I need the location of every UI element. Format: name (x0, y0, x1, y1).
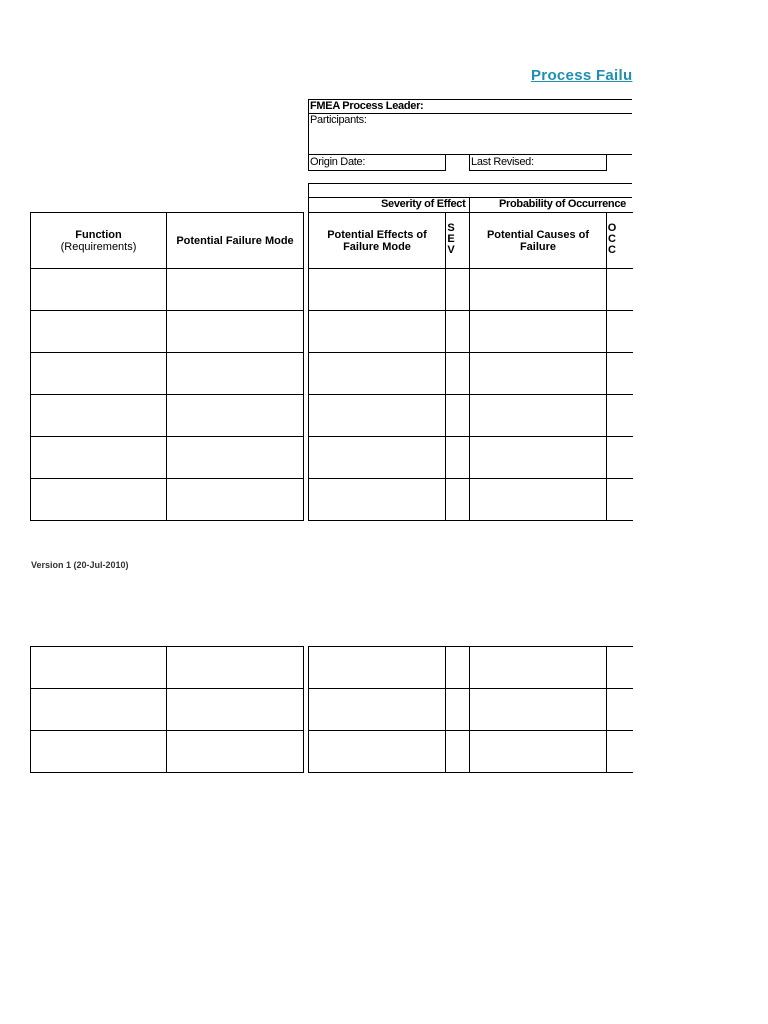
cell-sev[interactable] (445, 730, 470, 773)
occurrence-group-label: Probability of Occurrence (499, 198, 626, 210)
cell-effects[interactable] (308, 646, 446, 689)
cell-sev[interactable] (445, 478, 470, 521)
column-header-occ (606, 223, 618, 256)
sev-letter: V (447, 244, 455, 256)
double-rule (303, 436, 304, 479)
cell-function[interactable] (30, 436, 167, 479)
cell-failure-mode[interactable] (166, 268, 304, 311)
failure-mode-label: Potential Failure Mode (176, 234, 294, 247)
cell-failure-mode[interactable] (166, 730, 304, 773)
cell-causes[interactable] (469, 730, 607, 773)
function-sub-label: (Requirements) (60, 240, 137, 253)
occ-letter: C (608, 233, 616, 245)
header-double-rule (303, 212, 304, 269)
cell-occ[interactable] (606, 268, 633, 311)
double-rule (303, 478, 304, 521)
double-rule (303, 310, 304, 353)
cell-sev[interactable] (445, 394, 470, 437)
cell-occ[interactable] (606, 688, 633, 731)
occ-letter: O (607, 222, 617, 234)
group-box-top (308, 183, 632, 184)
column-header-effects (309, 213, 445, 268)
double-rule (303, 730, 304, 773)
cell-effects[interactable] (308, 310, 446, 353)
cell-function[interactable] (30, 310, 167, 353)
cell-occ[interactable] (606, 730, 633, 773)
cell-sev[interactable] (445, 436, 470, 479)
double-rule (303, 688, 304, 731)
double-rule (303, 352, 304, 395)
version-note: Version 1 (20-Jul-2010) (31, 560, 129, 570)
cell-function[interactable] (30, 268, 167, 311)
cell-causes[interactable] (469, 268, 607, 311)
function-label: Function (75, 228, 122, 241)
sev-letter: S (447, 222, 455, 234)
page-title: Process Failu (531, 67, 633, 84)
cell-effects[interactable] (308, 436, 446, 479)
last-revised-left (469, 154, 470, 171)
origin-date-bottom (308, 170, 446, 171)
column-header-function (31, 213, 166, 268)
participants-label: Participants: (310, 114, 367, 126)
cell-causes[interactable] (469, 478, 607, 521)
cell-occ[interactable] (606, 478, 633, 521)
group-box-split (469, 197, 470, 213)
cell-effects[interactable] (308, 352, 446, 395)
cell-causes[interactable] (469, 310, 607, 353)
severity-group-label: Severity of Effect (381, 198, 466, 210)
cell-sev[interactable] (445, 310, 470, 353)
cell-causes[interactable] (469, 646, 607, 689)
cell-failure-mode[interactable] (166, 436, 304, 479)
column-header-causes (470, 213, 606, 268)
cell-causes[interactable] (469, 352, 607, 395)
effects-label-line1: Potential Effects of (327, 228, 427, 241)
causes-label-line1: Potential Causes of (486, 228, 590, 241)
origin-date-label: Origin Date: (310, 156, 366, 168)
cell-function[interactable] (30, 394, 167, 437)
sev-letter: E (447, 233, 455, 245)
double-rule (303, 268, 304, 311)
effects-label-line2: Failure Mode (343, 240, 411, 253)
cell-causes[interactable] (469, 436, 607, 479)
cell-causes[interactable] (469, 394, 607, 437)
cell-function[interactable] (30, 352, 167, 395)
info-divider-2 (308, 154, 632, 155)
cell-sev[interactable] (445, 352, 470, 395)
cell-occ[interactable] (606, 436, 633, 479)
cell-occ[interactable] (606, 352, 633, 395)
cell-effects[interactable] (308, 688, 446, 731)
column-header-sev (445, 223, 457, 256)
cell-function[interactable] (30, 646, 167, 689)
cell-sev[interactable] (445, 268, 470, 311)
cell-failure-mode[interactable] (166, 310, 304, 353)
cell-causes[interactable] (469, 688, 607, 731)
cell-function[interactable] (30, 478, 167, 521)
cell-sev[interactable] (445, 688, 470, 731)
cell-failure-mode[interactable] (166, 646, 304, 689)
causes-label-line2: Failure (519, 240, 557, 253)
cell-effects[interactable] (308, 268, 446, 311)
info-left-border (308, 99, 309, 171)
cell-function[interactable] (30, 688, 167, 731)
cell-failure-mode[interactable] (166, 394, 304, 437)
occ-letter: C (608, 244, 616, 256)
cell-function[interactable] (30, 730, 167, 773)
group-box-left (308, 183, 309, 213)
cell-occ[interactable] (606, 394, 633, 437)
cell-failure-mode[interactable] (166, 478, 304, 521)
double-rule (303, 394, 304, 437)
cell-effects[interactable] (308, 478, 446, 521)
last-revised-bottom (469, 170, 607, 171)
column-header-failure-mode (167, 213, 303, 268)
process-leader-label: FMEA Process Leader: (310, 100, 424, 112)
cell-sev[interactable] (445, 646, 470, 689)
cell-occ[interactable] (606, 310, 633, 353)
cell-effects[interactable] (308, 730, 446, 773)
cell-failure-mode[interactable] (166, 688, 304, 731)
cell-effects[interactable] (308, 394, 446, 437)
double-rule (303, 646, 304, 689)
cell-failure-mode[interactable] (166, 352, 304, 395)
last-revised-label: Last Revised: (471, 156, 534, 168)
cell-occ[interactable] (606, 646, 633, 689)
origin-date-right (445, 154, 446, 171)
last-revised-right (606, 154, 607, 171)
